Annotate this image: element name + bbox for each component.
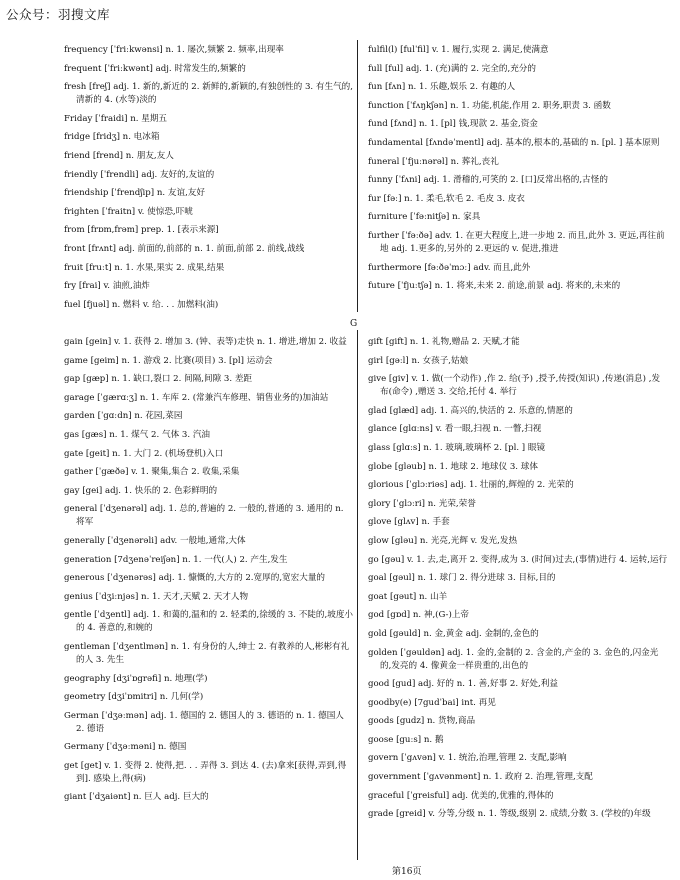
dictionary-entry: fur [fəː] n. 1. 柔毛,软毛 2. 毛皮 3. 皮衣 bbox=[368, 193, 525, 204]
column-top-right bbox=[368, 44, 668, 299]
dictionary-entry: girl [gəːl] n. 女孩子,姑娘 bbox=[368, 355, 469, 366]
dictionary-entry: geometry [dʒiˈɒmitri] n. 几何(学) bbox=[64, 692, 204, 703]
page-number: 第16页 bbox=[392, 867, 422, 877]
dictionary-entry: grade [greid] v. 分等,分级 n. 1. 等级,级别 2. 成绩,分数 3. (学校的)年级 bbox=[368, 809, 651, 820]
dictionary-entry: fridge [fridʒ] n. 电冰箱 bbox=[64, 132, 160, 143]
dictionary-entry: general [ˈdʒenərəl] adj. 1. 总的,普遍的 2. 一般的,普通的 3. 通用的 n. 将军 bbox=[64, 504, 344, 528]
section-letter: G bbox=[350, 319, 358, 329]
dictionary-entry: gather [ˈgæðə] v. 1. 聚集,集合 2. 收集,采集 bbox=[64, 467, 240, 478]
column-divider-bottom bbox=[357, 330, 358, 860]
dictionary-entry: fun [fʌn] n. 1. 乐趣,娱乐 2. 有趣的人 bbox=[368, 82, 516, 93]
column-top-left bbox=[64, 44, 354, 317]
dictionary-entry: front [frʌnt] adj. 前面的,前部的 n. 1. 前面,前部 2. 前线,战线 bbox=[64, 243, 305, 254]
dictionary-entry: Germany [ˈdʒəːməni] n. 德国 bbox=[64, 742, 187, 753]
dictionary-entry: furniture [ˈfəːnitʃə] n. 家具 bbox=[368, 212, 481, 223]
dictionary-entry: gate [geit] n. 1. 大门 2. (机场登机)入口 bbox=[64, 448, 224, 459]
dictionary-entry: fuel [fjuəl] n. 燃料 v. 给. . . 加燃料(油) bbox=[64, 299, 219, 310]
dictionary-entry: gold [gəuld] n. 金,黄金 adj. 金制的,金色的 bbox=[368, 628, 539, 639]
dictionary-entry: gay [gei] adj. 1. 快乐的 2. 色彩鲜明的 bbox=[64, 485, 218, 496]
column-bottom-right bbox=[368, 336, 668, 827]
dictionary-entry: gentle [ˈdʒentl] adj. 1. 和蔼的,温和的 2. 轻柔的,徐缓的 3. 不陡的,坡度小的 4. 善意的,和婉的 bbox=[64, 610, 354, 634]
dictionary-entry: frequent [ˈfriːkwənt] adj. 时常发生的,频繁的 bbox=[64, 63, 246, 74]
dictionary-entry: funeral [ˈfjuːnərəl] n. 葬礼,丧礼 bbox=[368, 156, 499, 167]
dictionary-entry: fresh [freʃ] adj. 1. 新的,新近的 2. 新鲜的,新颖的,有独创性的 3. 有生气的,清新的 4. (水等)淡的 bbox=[64, 82, 354, 106]
dictionary-entry: get [get] v. 1. 变得 2. 使得,把. . . 弄得 3. 到达 4. (去)拿来[获得,弄到,得到]. 感染上,得(病) bbox=[64, 760, 347, 784]
dictionary-entry: government [ˈgʌvənmənt] n. 1. 政府 2. 治理,管理,支配 bbox=[368, 772, 593, 783]
dictionary-entry: friendship [ˈfrendʃip] n. 友谊,友好 bbox=[64, 188, 205, 199]
dictionary-entry: genius [ˈdʒiːnjəs] n. 1. 天才,天赋 2. 天才人物 bbox=[64, 591, 249, 602]
dictionary-entry: globe [gləub] n. 1. 地球 2. 地球仪 3. 球体 bbox=[368, 461, 538, 472]
dictionary-entry: function [ˈfʌŋkʃən] n. 1. 功能,机能,作用 2. 职务,职责 3. 函数 bbox=[368, 100, 611, 111]
dictionary-entry: geography [dʒiˈɒgrəfi] n. 地理(学) bbox=[64, 673, 208, 684]
dictionary-entry: glorious [ˈglɔːriəs] adj. 1. 壮丽的,辉煌的 2. 光荣的 bbox=[368, 480, 574, 491]
dictionary-entry: giant [ˈdʒaiənt] n. 巨人 adj. 巨大的 bbox=[64, 792, 209, 803]
header-source-label: 公众号：羽搜文库 bbox=[6, 7, 111, 22]
dictionary-entry: god [gɒd] n. 神,(G-)上帝 bbox=[368, 610, 469, 621]
dictionary-entry: German [ˈdʒəːmən] adj. 1. 德国的 2. 德国人的 3. 德语的 n. 1. 德国人 2. 德语 bbox=[64, 710, 344, 734]
dictionary-entry: gift [gift] n. 1. 礼物,赠品 2. 天赋,才能 bbox=[368, 337, 520, 347]
dictionary-entry: friendly [ˈfrendli] adj. 友好的,友谊的 bbox=[64, 169, 215, 180]
dictionary-entry: glove [glʌv] n. 手套 bbox=[368, 517, 450, 528]
dictionary-entry: game [geim] n. 1. 游戏 2. 比赛(项目) 3. [pl] 运动会 bbox=[64, 355, 273, 366]
dictionary-entry: fund [fʌnd] n. 1. [pl] 钱,现款 2. 基金,资金 bbox=[368, 119, 538, 130]
dictionary-entry: goodby(e) [7gudˈbai] int. 再见 bbox=[368, 697, 496, 708]
dictionary-entry: gain [gein] v. 1. 获得 2. 增加 3. (钟、表等)走快 n. 1. 增进,增加 2. 收益 bbox=[64, 337, 347, 347]
dictionary-entry: go [gəu] v. 1. 去,走,离开 2. 变得,成为 3. (时间)过去,(事情)进行 4. 运转,运行 bbox=[368, 554, 668, 565]
dictionary-entry: funny [ˈfʌni] adj. 1. 滑稽的,可笑的 2. [口]反常出格的,古怪的 bbox=[368, 175, 608, 186]
dictionary-entry: full [ful] adj. 1. (充)满的 2. 完全的,充分的 bbox=[368, 63, 536, 74]
dictionary-entry: glad [glæd] adj. 1. 高兴的,快活的 2. 乐意的,情愿的 bbox=[368, 405, 573, 416]
column-divider-top bbox=[357, 40, 358, 312]
dictionary-entry: goods [gudz] n. 货物,商品 bbox=[368, 716, 476, 727]
dictionary-entry: goose [guːs] n. 鹅 bbox=[368, 734, 444, 745]
dictionary-entry: friend [frend] n. 朋友,友人 bbox=[64, 150, 174, 161]
dictionary-entry: Friday [ˈfraidi] n. 星期五 bbox=[64, 113, 168, 124]
dictionary-entry: garden [ˈgɑːdn] n. 花园,菜园 bbox=[64, 411, 183, 422]
dictionary-entry: good [gud] adj. 好的 n. 1. 善,好事 2. 好处,利益 bbox=[368, 679, 558, 690]
dictionary-entry: from [frɒm,frəm] prep. 1. [表示来源] bbox=[64, 225, 219, 236]
dictionary-entry: govern [ˈgʌvən] v. 1. 统治,治理,管理 2. 支配,影响 bbox=[368, 753, 567, 764]
dictionary-entry: fry [frai] v. 油煎,油炸 bbox=[64, 281, 150, 292]
dictionary-entry: give [giv] v. 1. 做(一个动作) ,作 2. 给(予) ,授予,传授(知识) ,传递(消息) ,发布(命令) ,赠送 3. 交给,托付 4. 举行 bbox=[368, 374, 661, 398]
dictionary-entry: gas [gæs] n. 1. 煤气 2. 气体 3. 汽油 bbox=[64, 429, 211, 440]
dictionary-entry: garage [ˈgærɑːʒ] n. 1. 车库 2. (常兼汽车修理、销售业务的)加油站 bbox=[64, 392, 329, 403]
dictionary-entry: future [ˈfjuːtʃə] n. 1. 将来,未来 2. 前途,前景 adj. 将来的,未来的 bbox=[368, 281, 621, 292]
dictionary-entry: glory [ˈglɔːri] n. 光荣,荣誉 bbox=[368, 498, 476, 509]
dictionary-entry: generous [ˈdʒenərəs] adj. 1. 慷慨的,大方的 2.宽厚的,宽宏大量的 bbox=[64, 573, 326, 584]
dictionary-entry: gap [gæp] n. 1. 缺口,裂口 2. 间隔,间隙 3. 差距 bbox=[64, 374, 253, 385]
dictionary-entry: fundamental [fʌndəˈmentl] adj. 基本的,根本的,基础的 n. [pl. ] 基本原则 bbox=[368, 137, 660, 148]
dictionary-entry: generation [7dʒenəˈreiʃən] n. 1. 一代(人) 2. 产生,发生 bbox=[64, 554, 288, 565]
dictionary-entry: graceful [ˈgreisful] adj. 优美的,优雅的,得体的 bbox=[368, 790, 554, 801]
dictionary-entry: goal [gəul] n. 1. 球门 2. 得分进球 3. 目标,目的 bbox=[368, 573, 556, 584]
dictionary-entry: further [ˈfəːðə] adv. 1. 在更大程度上,进一步地 2. 而且,此外 3. 更远,再往前地 adj. 1.更多的,另外的 2.更远的 v. 促进,推进 bbox=[368, 230, 665, 254]
dictionary-entry: generally [ˈdʒenərəli] adv. 一般地,通常,大体 bbox=[64, 535, 246, 546]
dictionary-entry: frighten [ˈfraitn] v. 使惊恐,吓唬 bbox=[64, 206, 193, 217]
dictionary-entry: goat [gəut] n. 山羊 bbox=[368, 591, 448, 602]
dictionary-entry: furthermore [fəːðəˈmɔː] adv. 而且,此外 bbox=[368, 262, 531, 273]
dictionary-entry: frequency [ˈfriːkwənsi] n. 1. 屡次,频繁 2. 频率,出现率 bbox=[64, 45, 284, 55]
column-bottom-left bbox=[64, 336, 354, 810]
dictionary-entry: glass [glɑːs] n. 1. 玻璃,玻璃杯 2. [pl. ] 眼镜 bbox=[368, 442, 546, 453]
dictionary-entry: glance [glɑːns] v. 看一眼,扫视 n. 一瞥,扫视 bbox=[368, 424, 542, 435]
dictionary-entry: fulfil(l) [fulˈfil] v. 1. 履行,实现 2. 满足,使满意 bbox=[368, 45, 549, 55]
dictionary-entry: gentleman [ˈdʒentlmən] n. 1. 有身份的人,绅士 2. 有教养的人,彬彬有礼的人 3. 先生 bbox=[64, 641, 350, 665]
dictionary-entry: glow [gləu] n. 光亮,光辉 v. 发光,发热 bbox=[368, 535, 518, 546]
dictionary-entry: golden [ˈgəuldən] adj. 1. 金的,金制的 2. 含金的,产金的 3. 金色的,闪金光的,发亮的 4. 像黄金一样贵重的,出色的 bbox=[368, 647, 659, 671]
dictionary-entry: fruit [fruːt] n. 1. 水果,果实 2. 成果,结果 bbox=[64, 262, 225, 273]
